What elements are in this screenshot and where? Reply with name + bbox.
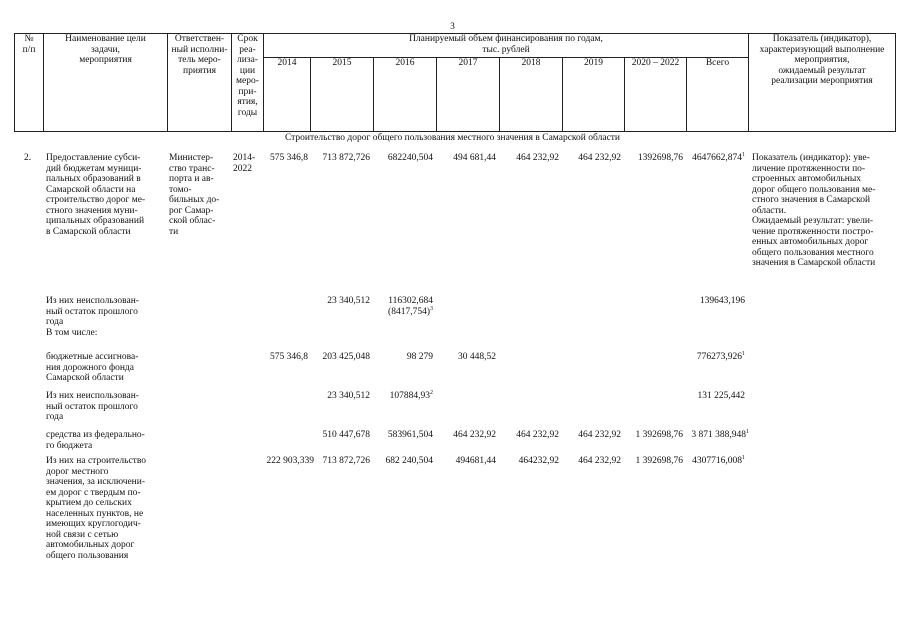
- row6-name: Из них на строительство дорог местного значения, за исключени- ем дорог с твердым по- крытием до сельских населенных пунктов, не имеющих круглогодич- ной связи с сетью автомобильных дорог общего пользования: [46, 456, 147, 561]
- year-2019-header: 2019: [563, 58, 625, 132]
- col-indicator-header: Показатель (индикатор), характеризующий выполнение мероприятия, ожидаемый результат реализации мероприятия: [749, 34, 896, 132]
- col-funding-header: Планируемый объем финансирования по годам, тыс. рублей: [264, 34, 749, 58]
- row5-2018: 464 232,92: [516, 430, 559, 440]
- row5-2015: 510 447,678: [322, 430, 370, 440]
- year-2020-2022-header: 2020 – 2022: [625, 58, 687, 132]
- row5-2020-2022: 1 392698,76: [635, 430, 683, 440]
- row6-2018: 464232,92: [518, 456, 559, 466]
- row4-2015: 23 340,512: [327, 391, 370, 401]
- row6-2014: 222 903,339: [266, 456, 314, 466]
- section-title: Строительство дорог общего пользования местного значения в Самарской области: [284, 133, 621, 143]
- row1-2018: 464 232,92: [516, 153, 559, 163]
- row4-name: Из них неиспользован- ный остаток прошлого года: [46, 391, 139, 422]
- year-2018-header: 2018: [500, 58, 563, 132]
- row6-2019: 464 232,92: [578, 456, 621, 466]
- section-rule: [14, 131, 895, 132]
- row1-2019: 464 232,92: [578, 153, 621, 163]
- row6-2020-2022: 1 392698,76: [635, 456, 683, 466]
- row5-name: средства из федерально- го бюджета: [46, 430, 145, 451]
- row3-name: бюджетные ассигнова- ния дорожного фонда Самарской области: [46, 352, 139, 383]
- col-term-header: Срок реа- лиза- ции меро- при- ятия, годы: [232, 34, 264, 132]
- row1-total: 4647662,874$^1$: [692, 151, 745, 163]
- row5-2019: 464 232,92: [578, 430, 621, 440]
- row1-responsible: Министер- ство транс- порта и ав- томо- бильных до- рог Самар- ской облас- ти: [169, 153, 220, 237]
- row6-total: 4307716,008$^1$: [692, 454, 745, 466]
- row2-name: Из них неиспользован- ный остаток прошлого года В том числе:: [46, 296, 139, 338]
- col-responsible-header: Ответствен- ный исполни- тель меро- приятия: [168, 34, 232, 132]
- col-name-header: Наименование цели задачи, мероприятия: [44, 34, 168, 132]
- row1-number: 2.: [24, 153, 32, 163]
- row5-total: 3 871 388,948$^1$: [691, 428, 749, 440]
- row1-term: 2014- 2022: [233, 153, 256, 174]
- row1-2020-2022: 1392698,76: [637, 153, 683, 163]
- row1-indicator: Показатель (индикатор): уве- личение протяженности по- строенных автомобильных дорог общего пользования ме- стного значения в Самарской области. Ожидаемый результат: увели- чение протяженности постро- енных автомобильных дорог общего пользования местного значения в Самарской области: [752, 153, 876, 268]
- year-2017-header: 2017: [437, 58, 500, 132]
- row3-2016: 98 279: [406, 352, 433, 362]
- total-header: Всего: [687, 58, 749, 132]
- row1-2017: 494 681,44: [453, 153, 496, 163]
- row2-2015: 23 340,512: [327, 296, 370, 306]
- row1-2014: 575 346,8: [270, 153, 308, 163]
- row2-2016: 116302,684 $(8417,754)^3$: [388, 296, 433, 317]
- row3-2014: 575 346,8: [270, 352, 308, 362]
- row6-2017: 494681,44: [455, 456, 496, 466]
- row2-total: 139643,196: [699, 296, 745, 306]
- col-number-header: № п/п: [15, 34, 44, 132]
- page-number: 3: [450, 22, 455, 32]
- row5-2017: 464 232,92: [453, 430, 496, 440]
- year-2014-header: 2014: [264, 58, 311, 132]
- row4-2016: 107884,93$^2$: [389, 389, 433, 401]
- row5-2016: 583961,504: [387, 430, 433, 440]
- row6-2016: 682 240,504: [385, 456, 433, 466]
- year-2016-header: 2016: [374, 58, 437, 132]
- row3-2015: 203 425,048: [322, 352, 370, 362]
- row1-2016: 682240,504: [387, 153, 433, 163]
- row6-2015: 713 872,726: [322, 456, 370, 466]
- row4-total: 131 225,442: [697, 391, 745, 401]
- row3-2017: 30 448,52: [458, 352, 496, 362]
- header-table: [14, 33, 896, 132]
- row3-total: 776273,926$^1$: [696, 350, 745, 362]
- row1-2015: 713 872,726: [322, 153, 370, 163]
- year-2015-header: 2015: [311, 58, 374, 132]
- row1-name: Предоставление субси- дий бюджетам муници- пальных образований в Самарской области на строительство дорог ме- стного значения муни- ципальных образований в Самарской области: [46, 153, 146, 237]
